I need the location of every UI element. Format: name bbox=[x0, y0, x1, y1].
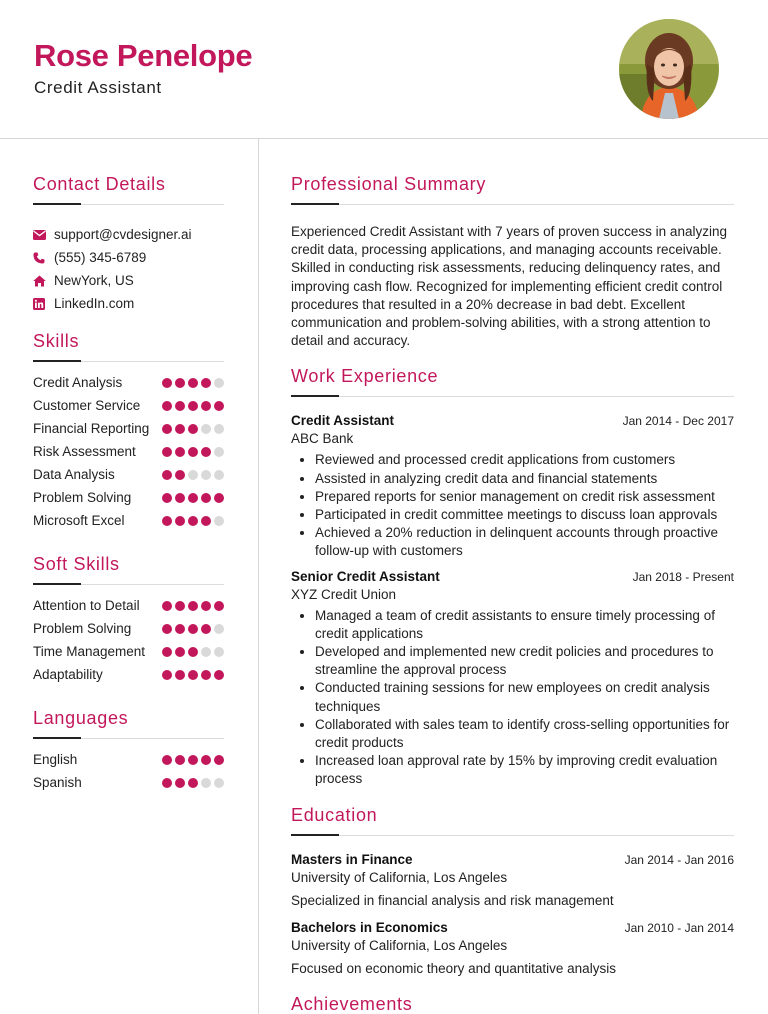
languages-list bbox=[33, 751, 224, 792]
contact-email[interactable] bbox=[33, 223, 224, 246]
rating-dot-filled bbox=[162, 624, 172, 634]
contact-section bbox=[33, 172, 224, 315]
rating-dot-filled bbox=[188, 624, 198, 634]
rating-dot-filled bbox=[188, 647, 198, 657]
section-title-skills: Skills bbox=[33, 331, 80, 351]
contact-phone[interactable] bbox=[33, 246, 224, 269]
education-description: Specialized in financial analysis and risk management bbox=[291, 892, 614, 908]
candidate-name: Rose Penelope bbox=[34, 38, 253, 73]
rating-row bbox=[33, 512, 224, 530]
school-name: University of California, Los Angeles bbox=[291, 937, 508, 953]
rating-dot-filled bbox=[175, 424, 185, 434]
linkedin-icon bbox=[33, 297, 54, 311]
rating-dot-filled bbox=[188, 516, 198, 526]
rating-dot-filled bbox=[162, 378, 172, 388]
job-date: Jan 2018 - Present bbox=[632, 569, 734, 584]
summary-section bbox=[291, 172, 734, 350]
job-bullets bbox=[291, 607, 734, 789]
rating-label: Risk Assessment bbox=[33, 444, 136, 459]
rating-dot-filled bbox=[162, 447, 172, 457]
rating-dot-filled bbox=[188, 778, 198, 788]
rating-row bbox=[33, 397, 224, 415]
rating-dot-filled bbox=[175, 516, 185, 526]
rating-dot-filled bbox=[162, 670, 172, 680]
education-entry bbox=[291, 920, 734, 978]
rating-dot-filled bbox=[188, 378, 198, 388]
rating-label: Financial Reporting bbox=[33, 421, 150, 436]
rating-dot-filled bbox=[201, 601, 211, 611]
rating-dot-filled bbox=[201, 493, 211, 503]
rating-dot-filled bbox=[214, 755, 224, 765]
job-bullet: • Developed and implemented new credit policies and procedures to streamline the approval process bbox=[315, 643, 734, 679]
section-title-contact: Contact Details bbox=[33, 174, 166, 194]
job-entry bbox=[291, 413, 734, 560]
section-title-languages: Languages bbox=[33, 708, 129, 728]
rating-dots bbox=[162, 443, 224, 457]
rating-dot-filled bbox=[175, 601, 185, 611]
job-bullet: • Collaborated with sales team to identify cross-selling opportunities for credit products bbox=[315, 716, 734, 752]
job-bullets bbox=[291, 451, 734, 560]
school-name: University of California, Los Angeles bbox=[291, 869, 508, 885]
rating-dot-filled bbox=[188, 755, 198, 765]
job-bullet: • Reviewed and processed credit applications from customers bbox=[315, 451, 734, 469]
rating-row bbox=[33, 597, 224, 615]
rating-dot-filled bbox=[162, 647, 172, 657]
section-rule bbox=[33, 738, 224, 739]
rating-dots bbox=[162, 620, 224, 634]
education-date: Jan 2010 - Jan 2014 bbox=[624, 920, 734, 935]
right-column bbox=[291, 139, 734, 1014]
rating-label: Attention to Detail bbox=[33, 598, 140, 613]
rating-dots bbox=[162, 512, 224, 526]
rating-label: Credit Analysis bbox=[33, 375, 123, 390]
rating-dot-filled bbox=[188, 493, 198, 503]
rating-dot-filled bbox=[201, 516, 211, 526]
rating-dot-filled bbox=[175, 755, 185, 765]
rating-dot-filled bbox=[201, 401, 211, 411]
section-rule bbox=[291, 204, 734, 205]
education-section bbox=[291, 803, 734, 978]
contact-linkedin-text: LinkedIn.com bbox=[54, 296, 135, 311]
job-bullet: • Prepared reports for senior management on credit risk assessment bbox=[315, 488, 734, 506]
rating-dot-filled bbox=[162, 470, 172, 480]
rating-dots bbox=[162, 397, 224, 411]
section-title-achievements: Achievements bbox=[291, 993, 413, 1014]
phone-icon bbox=[33, 251, 54, 265]
rating-dot-empty bbox=[214, 647, 224, 657]
rating-dot-empty bbox=[201, 470, 211, 480]
rating-dots bbox=[162, 774, 224, 788]
rating-dot-empty bbox=[214, 447, 224, 457]
skills-section bbox=[33, 329, 224, 530]
job-date: Jan 2014 - Dec 2017 bbox=[622, 414, 734, 429]
rating-dot-filled bbox=[201, 378, 211, 388]
contact-phone-text: (555) 345-6789 bbox=[54, 250, 147, 265]
candidate-role: Credit Assistant bbox=[34, 78, 162, 97]
experience-section bbox=[291, 364, 734, 788]
rating-dots bbox=[162, 489, 224, 503]
rating-label: Time Management bbox=[33, 644, 146, 659]
rating-dot-filled bbox=[188, 447, 198, 457]
rating-dot-filled bbox=[188, 401, 198, 411]
contact-location-text: NewYork, US bbox=[54, 273, 134, 288]
rating-row bbox=[33, 374, 224, 392]
section-title-summary: Professional Summary bbox=[291, 174, 487, 194]
rating-dot-filled bbox=[175, 624, 185, 634]
job-bullet: • Managed a team of credit assistants to ensure timely processing of credit applications bbox=[315, 607, 734, 643]
rating-row bbox=[33, 666, 224, 684]
section-title-education: Education bbox=[291, 804, 378, 825]
rating-dots bbox=[162, 466, 224, 480]
left-column bbox=[33, 139, 224, 797]
job-bullet: • Participated in credit committee meetings to discuss loan approvals bbox=[315, 506, 734, 524]
rating-dots bbox=[162, 597, 224, 611]
rating-dot-filled bbox=[175, 378, 185, 388]
rating-label: Microsoft Excel bbox=[33, 513, 125, 528]
languages-section bbox=[33, 706, 224, 792]
rating-dots bbox=[162, 643, 224, 657]
rating-dot-empty bbox=[214, 470, 224, 480]
rating-dot-filled bbox=[188, 601, 198, 611]
section-rule bbox=[291, 396, 734, 397]
column-divider bbox=[258, 139, 259, 1014]
rating-dot-empty bbox=[188, 470, 198, 480]
rating-row bbox=[33, 643, 224, 661]
education-description: Focused on economic theory and quantitative analysis bbox=[291, 960, 616, 976]
rating-label: Adaptability bbox=[33, 667, 103, 682]
rating-dot-filled bbox=[175, 447, 185, 457]
rating-row bbox=[33, 620, 224, 638]
job-entry bbox=[291, 569, 734, 789]
job-title: Credit Assistant bbox=[291, 413, 395, 429]
job-bullet: • Assisted in analyzing credit data and financial statements bbox=[315, 470, 734, 488]
job-bullet: • Increased loan approval rate by 15% by improving credit evaluation process bbox=[315, 752, 734, 788]
rating-dot-filled bbox=[175, 647, 185, 657]
rating-label: English bbox=[33, 752, 78, 767]
rating-row bbox=[33, 420, 224, 438]
rating-dot-filled bbox=[201, 755, 211, 765]
rating-row bbox=[33, 466, 224, 484]
summary-text: Experienced Credit Assistant with 7 years of proven success in analyzing credit data, processing applications, and managing accounts receivable. Skilled in conducting risk assessments, reducing delinquency rates, and improving cash flow. Recognized for implementing efficient credit control procedures that resulted in a 20% decrease in bad debt. Excellent communication and problem-solving abilities, with a strong attention to detail and accuracy. bbox=[291, 224, 727, 349]
resume-header bbox=[0, 0, 768, 139]
envelope-icon bbox=[33, 228, 54, 242]
job-title: Senior Credit Assistant bbox=[291, 568, 440, 584]
rating-dots bbox=[162, 420, 224, 434]
rating-row bbox=[33, 774, 224, 792]
education-entry bbox=[291, 852, 734, 910]
job-org: ABC Bank bbox=[291, 431, 354, 447]
rating-label: Problem Solving bbox=[33, 621, 132, 636]
rating-label: Problem Solving bbox=[33, 490, 132, 505]
rating-dot-empty bbox=[201, 424, 211, 434]
rating-dot-filled bbox=[201, 447, 211, 457]
avatar bbox=[619, 19, 719, 119]
rating-dot-filled bbox=[175, 470, 185, 480]
section-rule bbox=[33, 204, 224, 205]
rating-dot-empty bbox=[214, 378, 224, 388]
rating-dot-filled bbox=[188, 424, 198, 434]
degree-title: Bachelors in Economics bbox=[291, 919, 448, 935]
soft-skills-section bbox=[33, 552, 224, 684]
job-bullet: • Conducted training sessions for new employees on credit analysis techniques bbox=[315, 679, 734, 715]
rating-dot-filled bbox=[162, 755, 172, 765]
rating-dots bbox=[162, 666, 224, 680]
rating-label: Customer Service bbox=[33, 398, 141, 413]
rating-dot-empty bbox=[214, 516, 224, 526]
rating-dot-empty bbox=[214, 424, 224, 434]
rating-dot-filled bbox=[214, 670, 224, 680]
rating-dot-filled bbox=[162, 401, 172, 411]
rating-dot-empty bbox=[214, 624, 224, 634]
job-org: XYZ Credit Union bbox=[291, 586, 397, 602]
rating-dot-filled bbox=[214, 601, 224, 611]
rating-dot-filled bbox=[201, 624, 211, 634]
section-rule bbox=[291, 835, 734, 836]
rating-dot-filled bbox=[214, 401, 224, 411]
rating-label: Spanish bbox=[33, 775, 82, 790]
job-bullet: • Achieved a 20% reduction in delinquent accounts through proactive follow-up with customers bbox=[315, 524, 734, 560]
contact-location bbox=[33, 269, 224, 292]
rating-dot-filled bbox=[162, 778, 172, 788]
skills-list bbox=[33, 374, 224, 530]
rating-dot-filled bbox=[162, 493, 172, 503]
rating-dot-filled bbox=[175, 493, 185, 503]
contact-linkedin[interactable] bbox=[33, 292, 224, 315]
soft-skills-list bbox=[33, 597, 224, 684]
section-title-soft-skills: Soft Skills bbox=[33, 554, 120, 574]
rating-dot-empty bbox=[201, 647, 211, 657]
rating-dot-filled bbox=[175, 401, 185, 411]
rating-dot-filled bbox=[175, 670, 185, 680]
rating-label: Data Analysis bbox=[33, 467, 115, 482]
rating-dot-empty bbox=[214, 778, 224, 788]
rating-dot-filled bbox=[162, 601, 172, 611]
rating-row bbox=[33, 751, 224, 769]
home-icon bbox=[33, 274, 54, 288]
rating-dots bbox=[162, 751, 224, 765]
education-date: Jan 2014 - Jan 2016 bbox=[624, 852, 734, 867]
rating-dot-filled bbox=[162, 516, 172, 526]
rating-dot-filled bbox=[162, 424, 172, 434]
rating-dot-filled bbox=[188, 670, 198, 680]
rating-row bbox=[33, 489, 224, 507]
degree-title: Masters in Finance bbox=[291, 851, 413, 867]
rating-dot-filled bbox=[175, 778, 185, 788]
rating-dot-empty bbox=[201, 778, 211, 788]
section-title-experience: Work Experience bbox=[291, 366, 439, 387]
section-rule bbox=[33, 584, 224, 585]
section-rule bbox=[33, 361, 224, 362]
rating-dot-filled bbox=[214, 493, 224, 503]
rating-dots bbox=[162, 374, 224, 388]
achievements-section bbox=[291, 992, 734, 1014]
rating-dot-filled bbox=[201, 670, 211, 680]
rating-row bbox=[33, 443, 224, 461]
contact-email-text: support@cvdesigner.ai bbox=[54, 227, 192, 242]
